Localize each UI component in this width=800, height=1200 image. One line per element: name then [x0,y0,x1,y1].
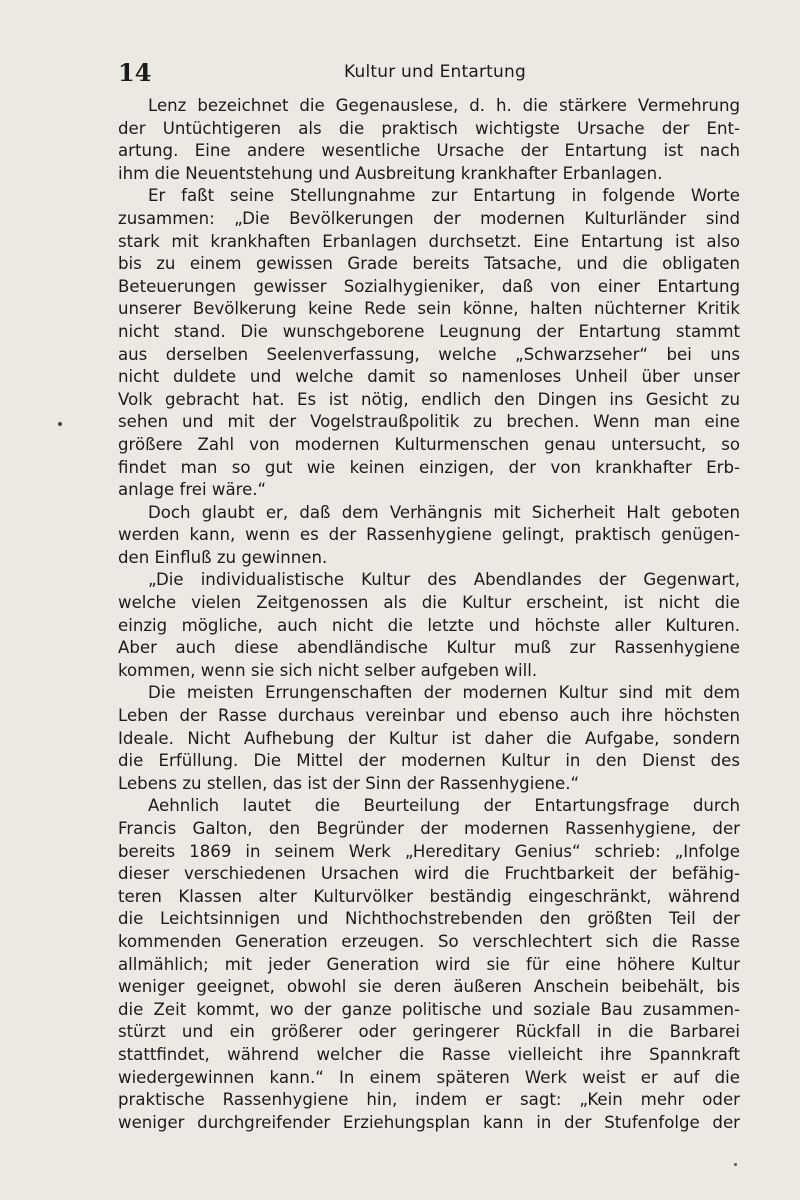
text-line: einzig mögliche, auch nicht die letzte und höchste aller Kulturen. [118,615,740,635]
text-line: kommenden Generation erzeugen. So verschlechtert sich die Rasse [118,931,740,951]
text-line: findet man so gut wie keinen einzigen, der von krankhafter Erb- [118,457,740,477]
text-line: „Die individualistische Kultur des Abendlandes der Gegenwart, [148,570,740,590]
text-line: Doch glaubt er, daß dem Verhängnis mit Sicherheit Halt geboten [148,502,740,522]
text-line: Er faßt seine Stellungnahme zur Entartung in folgende Worte [148,186,740,206]
text-line: stürzt und ein größerer oder geringerer Rückfall in die Barbarei [118,1022,740,1042]
text-line: weniger durchgreifender Erziehungsplan kann in der Stufenfolge der [118,1112,740,1132]
text-line: größere Zahl von modernen Kulturmenschen genau untersucht, so [118,434,740,454]
text-line: bereits 1869 in seinem Werk „Hereditary Genius“ schrieb: „Infolge [118,841,740,861]
text-line: Leben der Rasse durchaus vereinbar und ebenso auch ihre höchsten [118,706,740,726]
text-line: die Zeit kommt, wo der ganze politische und soziale Bau zusammen- [118,999,740,1019]
text-line: kommen, wenn sie sich nicht selber aufgeben will. [118,660,538,680]
text-line: dieser verschiedenen Ursachen wird die Fruchtbarkeit der befähig- [118,864,740,884]
margin-dot [734,1163,737,1166]
text-line: Volk gebracht hat. Es ist nötig, endlich den Dingen ins Gesicht zu [118,389,740,409]
paragraph [118,682,740,795]
text-line: werden kann, wenn es der Rassenhygiene gelingt, praktisch genügen- [118,525,740,545]
paragraph [118,185,740,501]
text-line: Aehnlich lautet die Beurteilung der Entartungsfrage durch [148,796,740,816]
text-line: Die meisten Errungenschaften der modernen Kultur sind mit dem [148,683,740,703]
text-line: Lenz bezeichnet die Gegenauslese, d. h. die stärkere Vermehrung [148,96,740,115]
text-line: welche vielen Zeitgenossen als die Kultur erscheint, ist nicht die [118,593,740,613]
text-line: nicht stand. Die wunschgeborene Leugnung der Entartung stammt [118,321,740,341]
text-line: Aber auch diese abendländische Kultur muß zur Rassenhygiene [118,638,740,658]
running-head: Kultur und Entartung [344,62,526,82]
text-line: Ideale. Nicht Aufhebung der Kultur ist daher die Aufgabe, sondern [118,728,740,748]
text-line: aus derselben Seelenverfassung, welche „Schwarzseher“ bei uns [118,344,740,364]
text-line: stattfindet, während welcher die Rasse vielleicht ihre Spannkraft [118,1044,740,1064]
text-line: praktische Rassenhygiene hin, indem er sagt: „Kein mehr oder [118,1090,740,1110]
body-text [118,95,740,1134]
text-line: sehen und mit der Vogelstraußpolitik zu brechen. Wenn man eine [118,412,740,432]
paragraph [118,795,740,1134]
text-line: teren Klassen alter Kulturvölker beständig eingeschränkt, während [118,886,740,906]
text-line: weniger geeignet, obwohl sie deren äußeren Anschein beibehält, bis [118,977,740,997]
text-line: Beteuerungen gewisser Sozialhygieniker, daß von einer Entartung [118,276,740,296]
text-line: wiedergewinnen kann.“ In einem späteren Werk weist er auf die [118,1067,740,1087]
text-line: Lebens zu stellen, das ist der Sinn der Rassenhygiene.“ [118,773,580,793]
text-line: stark mit krankhaften Erbanlagen durchsetzt. Eine Entartung ist also [118,231,740,251]
text-line: bis zu einem gewissen Grade bereits Tatsache, und die obligaten [118,254,740,274]
text-line: Francis Galton, den Begründer der modernen Rassenhygiene, der [118,819,740,838]
margin-dot [58,422,62,426]
paragraph [118,95,740,185]
text-line: die Erfüllung. Die Mittel der modernen Kultur in den Dienst des [118,751,740,771]
text-line: nicht duldete und welche damit so namenloses Unheil über unser [118,367,740,387]
text-line: artung. Eine andere wesentliche Ursache der Entartung ist nach [118,141,740,161]
paragraph [118,569,740,682]
text-line: die Leichtsinnigen und Nichthochstrebenden den größten Teil der [118,909,740,929]
text-line: ihm die Neuentstehung und Ausbreitung krankhafter Erbanlagen. [118,163,663,183]
page-number: 14 [118,58,152,87]
text-line: zusammen: „Die Bevölkerungen der modernen Kulturländer sind [118,208,740,228]
paragraph [118,502,740,570]
text-line: anlage frei wäre.“ [118,480,267,500]
text-line: allmählich; mit jeder Generation wird sie für eine höhere Kultur [118,954,740,974]
text-line: den Einfluß zu gewinnen. [118,547,328,567]
text-line: unserer Bevölkerung keine Rede sein könne, halten nüchterner Kritik [118,299,740,319]
text-line: der Untüchtigeren als die praktisch wichtigste Ursache der Ent- [118,118,740,138]
